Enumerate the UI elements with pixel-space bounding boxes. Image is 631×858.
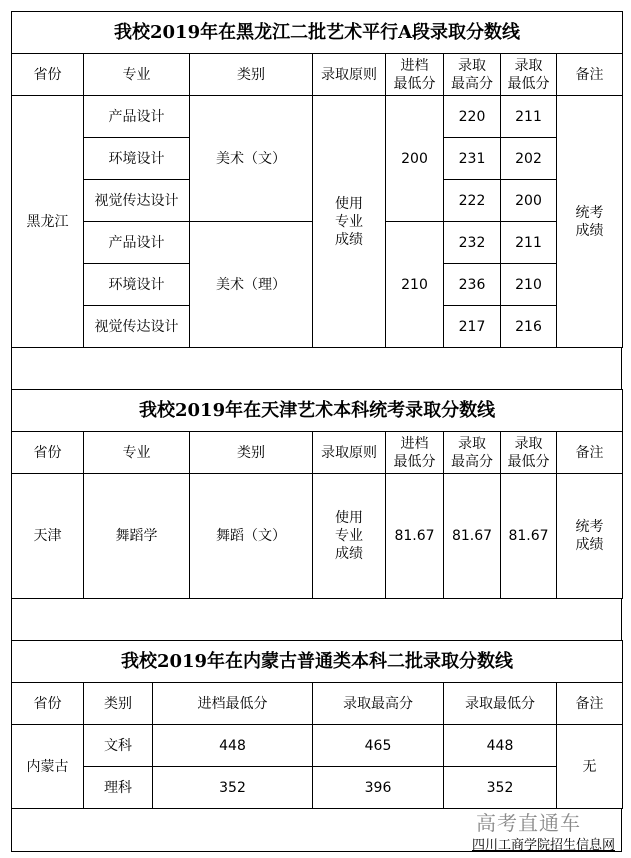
- min-enter-cell: 200: [386, 96, 444, 222]
- column-header: 进档 最低分: [386, 432, 444, 474]
- column-header: 省份: [12, 54, 84, 96]
- table-row: [12, 474, 623, 599]
- column-header: 录取最低分: [444, 683, 557, 725]
- column-header: 专业: [84, 432, 190, 474]
- min-score-cell: 211: [501, 96, 557, 138]
- table-title: 我校2019年在内蒙古普通类本科二批录取分数线: [12, 641, 623, 683]
- column-header: 录取原则: [313, 54, 386, 96]
- min-score-cell: 216: [501, 306, 557, 348]
- column-header: 录取 最低分: [501, 54, 557, 96]
- column-header: 录取原则: [313, 432, 386, 474]
- major-cell: 视觉传达设计: [84, 306, 190, 348]
- table-title: 我校2019年在黑龙江二批艺术平行A段录取分数线: [12, 12, 623, 54]
- rule-cell: 使用 专业 成绩: [313, 96, 386, 348]
- note-cell: 无: [557, 725, 623, 809]
- min-score-cell: 210: [501, 264, 557, 306]
- major-cell: 产品设计: [84, 222, 190, 264]
- max-score-cell: 236: [444, 264, 501, 306]
- min-score-cell: 200: [501, 180, 557, 222]
- table-row: [12, 96, 623, 138]
- note-cell: 统考 成绩: [557, 474, 623, 599]
- min-score-cell: 81.67: [501, 474, 557, 599]
- rule-cell: 使用 专业 成绩: [313, 474, 386, 599]
- column-header: 类别: [190, 432, 313, 474]
- major-cell: 产品设计: [84, 96, 190, 138]
- category-cell: 美术（理）: [190, 222, 313, 348]
- column-header: 类别: [190, 54, 313, 96]
- major-cell: 视觉传达设计: [84, 180, 190, 222]
- min-enter-cell: 352: [153, 767, 313, 809]
- column-header: 省份: [12, 683, 84, 725]
- category-cell: 舞蹈（文）: [190, 474, 313, 599]
- max-score-cell: 220: [444, 96, 501, 138]
- max-score-cell: 231: [444, 138, 501, 180]
- column-header: 专业: [84, 54, 190, 96]
- header-row: [12, 54, 623, 96]
- tianjin-table: [11, 389, 623, 599]
- column-header: 录取最高分: [313, 683, 444, 725]
- max-score-cell: 465: [313, 725, 444, 767]
- category-cell: 理科: [84, 767, 153, 809]
- column-header: 录取 最低分: [501, 432, 557, 474]
- min-score-cell: 202: [501, 138, 557, 180]
- column-header: 进档 最低分: [386, 54, 444, 96]
- header-row: [12, 432, 623, 474]
- watermark: [11, 809, 622, 852]
- column-header: 录取 最高分: [444, 432, 501, 474]
- min-score-cell: 211: [501, 222, 557, 264]
- column-header: 录取 最高分: [444, 54, 501, 96]
- major-cell: 环境设计: [84, 138, 190, 180]
- category-cell: 文科: [84, 725, 153, 767]
- heilongjiang-table: [11, 11, 623, 348]
- table-row: [12, 767, 623, 809]
- column-header: 省份: [12, 432, 84, 474]
- document: [11, 11, 621, 852]
- province-cell: 黑龙江: [12, 96, 84, 348]
- column-header: 备注: [557, 432, 623, 474]
- max-score-cell: 81.67: [444, 474, 501, 599]
- column-header: 备注: [557, 54, 623, 96]
- table-title: 我校2019年在天津艺术本科统考录取分数线: [12, 390, 623, 432]
- province-cell: 天津: [12, 474, 84, 599]
- neimenggu-table: [11, 640, 623, 809]
- spacer: [11, 599, 622, 640]
- max-score-cell: 217: [444, 306, 501, 348]
- column-header: 进档最低分: [153, 683, 313, 725]
- major-cell: 舞蹈学: [84, 474, 190, 599]
- watermark-site-link[interactable]: 四川工商学院招生信息网: [471, 838, 615, 853]
- header-row: [12, 683, 623, 725]
- spacer: [11, 348, 622, 389]
- min-enter-cell: 210: [386, 222, 444, 348]
- column-header: 类别: [84, 683, 153, 725]
- max-score-cell: 222: [444, 180, 501, 222]
- note-cell: 统考 成绩: [557, 96, 623, 348]
- province-cell: 内蒙古: [12, 725, 84, 809]
- min-enter-cell: 448: [153, 725, 313, 767]
- column-header: 备注: [557, 683, 623, 725]
- max-score-cell: 396: [313, 767, 444, 809]
- min-enter-cell: 81.67: [386, 474, 444, 599]
- min-score-cell: 448: [444, 725, 557, 767]
- category-cell: 美术（文）: [190, 96, 313, 222]
- major-cell: 环境设计: [84, 264, 190, 306]
- table-row: [12, 725, 623, 767]
- min-score-cell: 352: [444, 767, 557, 809]
- max-score-cell: 232: [444, 222, 501, 264]
- watermark-logo-text: 高考直通车: [476, 811, 581, 835]
